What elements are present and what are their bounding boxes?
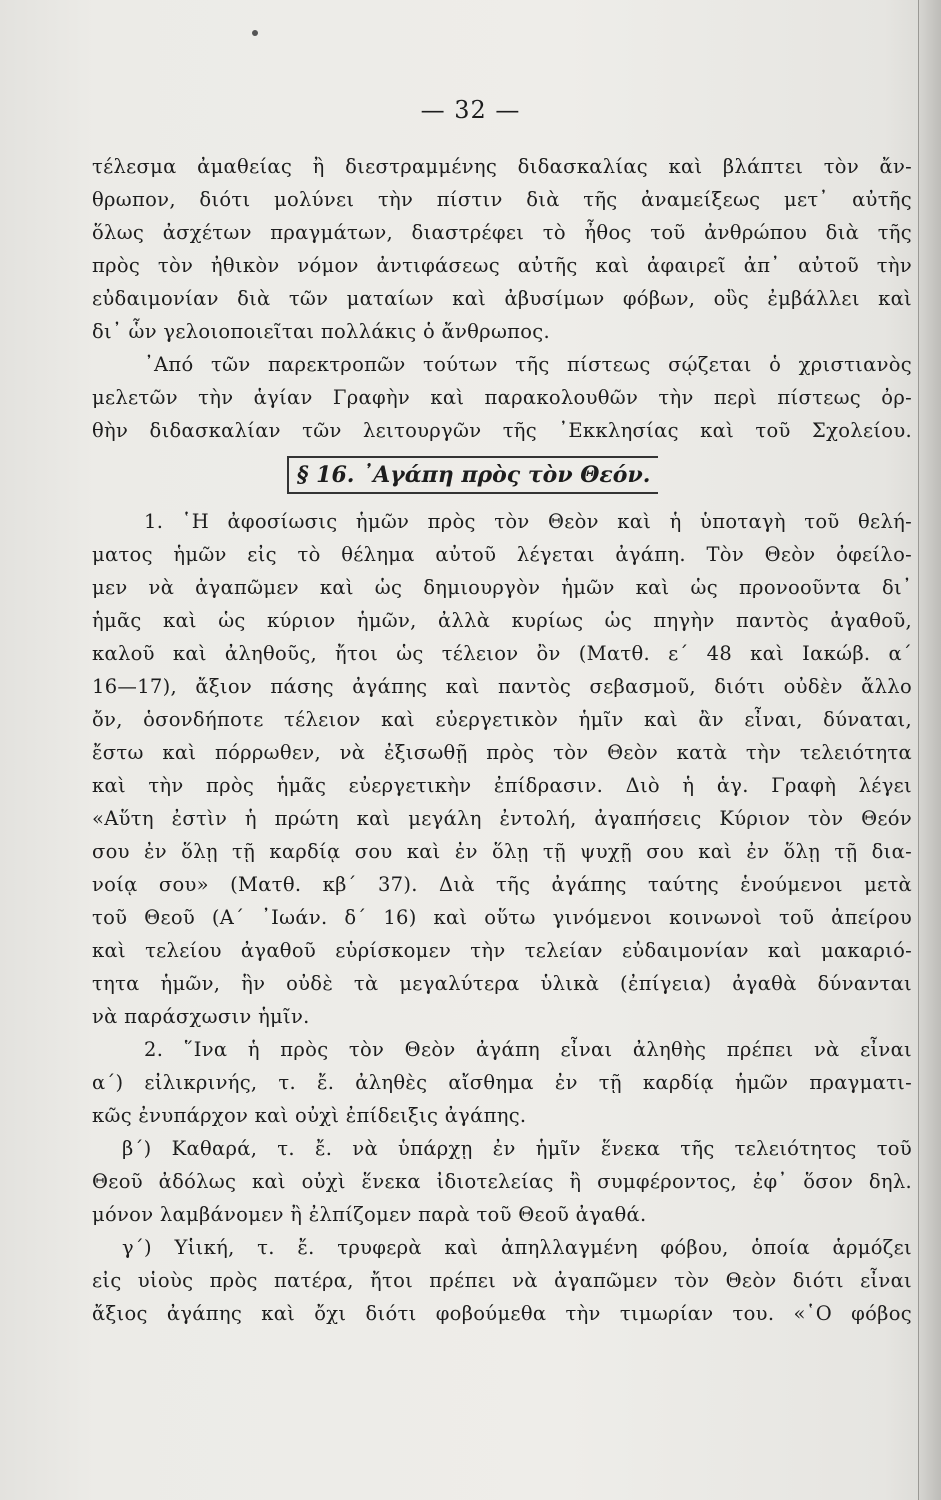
text-line: Θεοῦ ἀδόλως καὶ οὐχὶ ἕνεκα ἰδιοτελείας ἢ συμφέροντος, ἐφ᾽ ὅσον δηλ. [92, 1170, 912, 1193]
text-line: καὶ τελείου ἀγαθοῦ εὑρίσκομεν τὴν τελείαν εὐδαιμονίαν καὶ μακαριό- [92, 939, 912, 962]
text-line: ὄν, ὁσονδήποτε τέλειον καὶ εὐεργετικὸν ἡμῖν καὶ ἂν εἶναι, δύναται, [92, 708, 912, 731]
text-line: δι᾽ ὧν γελοιοποιεῖται πολλάκις ὁ ἄνθρωπος. [92, 320, 551, 343]
text-line: τητα ἡμῶν, ἣν οὐδὲ τὰ μεγαλύτερα ὑλικὰ (ἐπίγεια) ἀγαθὰ δύνανται [92, 972, 912, 995]
text-line: εὐδαιμονίαν διὰ τῶν ματαίων καὶ ἀβυσίμων φόβων, οὓς ἐμβάλλει καὶ [92, 287, 912, 310]
text-line: μελετῶν τὴν ἁγίαν Γραφὴν καὶ παρακολουθῶν τὴν περὶ πίστεως ὀρ- [92, 386, 912, 409]
section-heading [92, 453, 912, 497]
page-number: — 32 — [420, 96, 521, 124]
text-line: ὅλως ἀσχέτων πραγμάτων, διαστρέφει τὸ ἦθος τοῦ ἀνθρώπου διὰ τῆς [92, 221, 912, 244]
text-line: νὰ παράσχωσιν ἡμῖν. [92, 1005, 310, 1028]
text-line: κῶς ἐνυπάρχον καὶ οὐχὶ ἐπίδειξις ἀγάπης. [92, 1104, 527, 1127]
text-line: β΄) Καθαρά, τ. ἔ. νὰ ὑπάρχῃ ἐν ἡμῖν ἕνεκα τῆς τελειότητος τοῦ [122, 1137, 912, 1160]
text-line: νοίᾳ σου» (Ματθ. κβ΄ 37). Διὰ τῆς ἀγάπης ταύτης ἑνούμενοι μετὰ [92, 873, 912, 896]
ink-dot [252, 30, 258, 36]
text-line: α΄) εἰλικρινής, τ. ἔ. ἀληθὲς αἴσθημα ἐν τῇ καρδίᾳ ἡμῶν πραγματι- [92, 1071, 912, 1094]
text-line: γ΄) Υἱική, τ. ἔ. τρυφερὰ καὶ ἀπηλλαγμένη φόβου, ὁποία ἁρμόζει [122, 1236, 912, 1259]
text-line: ᾽Από τῶν παρεκτροπῶν τούτων τῆς πίστεως σῴζεται ὁ χριστιανὸς [144, 353, 912, 376]
section-heading-text: § 16. ᾽Αγάπη πρὸς τὸν Θεόν. [287, 456, 658, 494]
page-edge [918, 0, 941, 1500]
text-line: πρὸς τὸν ἠθικὸν νόμον ἀντιφάσεως αὐτῆς καὶ ἀφαιρεῖ ἀπ᾽ αὐτοῦ τὴν [92, 254, 912, 277]
text-line: καὶ τὴν πρὸς ἡμᾶς εὐεργετικὴν ἐπίδρασιν. Διὸ ἡ ἁγ. Γραφὴ λέγει [92, 774, 912, 797]
text-line: τοῦ Θεοῦ (Α΄ ᾽Ιωάν. δ΄ 16) καὶ οὕτω γινόμενοι κοινωνοὶ τοῦ ἀπείρου [92, 906, 912, 929]
text-line: θρωπον, διότι μολύνει τὴν πίστιν διὰ τῆς ἀναμείξεως μετ᾽ αὐτῆς [92, 188, 912, 211]
text-line: μεν νὰ ἀγαπῶμεν καὶ ὡς δημιουργὸν ἡμῶν καὶ ὡς προνοοῦντα δι᾽ [92, 576, 912, 599]
text-line: 2. ῞Ινα ἡ πρὸς τὸν Θεὸν ἀγάπη εἶναι ἀληθὴς πρέπει νὰ εἶναι [144, 1038, 912, 1061]
text-line: καλοῦ καὶ ἀληθοῦς, ἤτοι ὡς τέλειον ὂν (Ματθ. ε΄ 48 καὶ Ιακώβ. α΄ [92, 642, 912, 665]
text-line: τέλεσμα ἀμαθείας ἢ διεστραμμένης διδασκαλίας καὶ βλάπτει τὸν ἄν- [92, 155, 912, 178]
text-line: σου ἐν ὅλῃ τῇ καρδίᾳ σου καὶ ἐν ὅλῃ τῇ ψυχῇ σου καὶ ἐν ὅλῃ τῇ δια- [92, 840, 912, 863]
text-line: ματος ἡμῶν εἰς τὸ θέλημα αὐτοῦ λέγεται ἀγάπη. Τὸν Θεὸν ὀφείλο- [92, 543, 912, 566]
text-line: «Αὕτη ἐστὶν ἡ πρώτη καὶ μεγάλη ἐντολή, ἀγαπήσεις Κύριον τὸν Θεόν [92, 807, 912, 830]
text-line: ἄξιος ἀγάπης καὶ ὄχι διότι φοβούμεθα τὴν τιμωρίαν του. «῾Ο φόβος [92, 1302, 912, 1325]
text-line: 1. ῾Η ἀφοσίωσις ἡμῶν πρὸς τὸν Θεὸν καὶ ἡ ὑποταγὴ τοῦ θελή- [144, 510, 912, 533]
body-text [92, 150, 912, 1330]
text-line: 16—17), ἄξιον πάσης ἀγάπης καὶ παντὸς σεβασμοῦ, διότι οὐδὲν ἄλλο [92, 675, 912, 698]
text-line: ἔστω καὶ πόρρωθεν, νὰ ἐξισωθῇ πρὸς τὸν Θεὸν κατὰ τὴν τελειότητα [92, 741, 912, 764]
text-line: θὴν διδασκαλίαν τῶν λειτουργῶν τῆς ᾽Εκκλησίας καὶ τοῦ Σχολείου. [92, 419, 912, 442]
text-line: ἡμᾶς καὶ ὡς κύριον ἡμῶν, ἀλλὰ κυρίως ὡς πηγὴν παντὸς ἀγαθοῦ, [92, 609, 912, 632]
text-line: μόνον λαμβάνομεν ἢ ἐλπίζομεν παρὰ τοῦ Θεοῦ ἀγαθά. [92, 1203, 647, 1226]
text-line: εἰς υἱοὺς πρὸς πατέρα, ἤτοι πρέπει νὰ ἀγαπῶμεν τὸν Θεὸν διότι εἶναι [92, 1269, 912, 1292]
